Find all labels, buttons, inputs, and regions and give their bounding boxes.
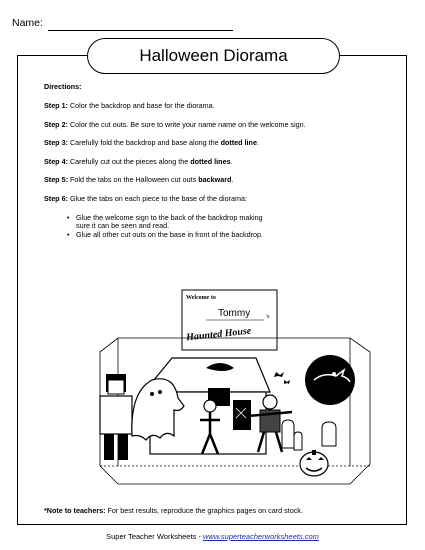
- step-tail: .: [230, 156, 233, 166]
- step-2: [44, 120, 394, 129]
- note-label: *Note to teachers:: [44, 506, 106, 515]
- step-bold: dotted line: [220, 138, 257, 147]
- note-text: For best results, reproduce the graphics pages on card stock.: [105, 506, 303, 515]
- bullet-item: [67, 231, 394, 240]
- step-bold: backward: [198, 175, 232, 184]
- step-6: [44, 194, 394, 203]
- step-1: [44, 101, 394, 110]
- step-bold: dotted lines: [190, 156, 231, 166]
- step-text: Color the backdrop and base for the diorama.: [67, 101, 215, 110]
- note-to-teachers: [44, 506, 303, 515]
- name-line: [48, 30, 233, 31]
- step-tail: .: [231, 175, 234, 184]
- glue-bullet-list: [67, 214, 394, 240]
- moon-with-witch: [305, 355, 355, 405]
- name-label: Name:: [12, 17, 43, 29]
- footer-website-link[interactable]: www.superteacherworksheets.com: [202, 532, 319, 541]
- frankenstein-figure: [100, 374, 132, 460]
- step-text: Carefully cut out the pieces along the: [67, 156, 191, 166]
- step-5: [44, 175, 394, 184]
- directions-section: [44, 82, 394, 239]
- haunted-house-diorama-illustration: [88, 288, 378, 493]
- step-3: [44, 138, 394, 147]
- step-label: Step 5:: [44, 175, 68, 184]
- sign-welcome-text: Welcome to: [186, 295, 216, 301]
- step-text: Glue the tabs on each piece to the base of the diorama:: [67, 193, 247, 203]
- step-label: Step 6:: [44, 193, 68, 203]
- jack-o-lantern: [300, 450, 328, 476]
- footer: [0, 532, 425, 541]
- step-label: Step 1:: [44, 101, 68, 110]
- step-label: Step 2:: [44, 119, 68, 129]
- step-tail: .: [256, 138, 259, 147]
- bullet-text: Glue the welcome sign to the back of the backdrop making: [76, 212, 263, 222]
- footer-prefix: Super Teacher Worksheets -: [106, 532, 203, 541]
- bullet-item: [67, 214, 394, 231]
- step-text: Carefully fold the backdrop and base along the: [67, 138, 221, 147]
- sign-possessive-text: 's: [266, 314, 270, 320]
- step-4: [44, 157, 394, 166]
- bullet-text: Glue all other cut outs on the base in front of the backdrop.: [76, 229, 263, 239]
- step-text: Fold the tabs on the Halloween cut outs: [67, 175, 199, 184]
- step-label: Step 3:: [44, 138, 68, 147]
- welcome-sign: [182, 290, 277, 350]
- page-title: Halloween Diorama: [87, 38, 340, 74]
- directions-heading: Directions:: [44, 82, 82, 91]
- sign-title-text: Haunted House: [185, 325, 252, 344]
- sign-name-text: Tommy: [218, 308, 251, 319]
- step-label: Step 4:: [44, 156, 68, 166]
- bullet-text-continued: sure it can be seen and read.: [76, 221, 170, 230]
- bats: [274, 372, 290, 384]
- tombstones: [282, 420, 336, 450]
- step-text: Color the cut outs. Be sure to write your name name on the welcome sign.: [67, 119, 306, 129]
